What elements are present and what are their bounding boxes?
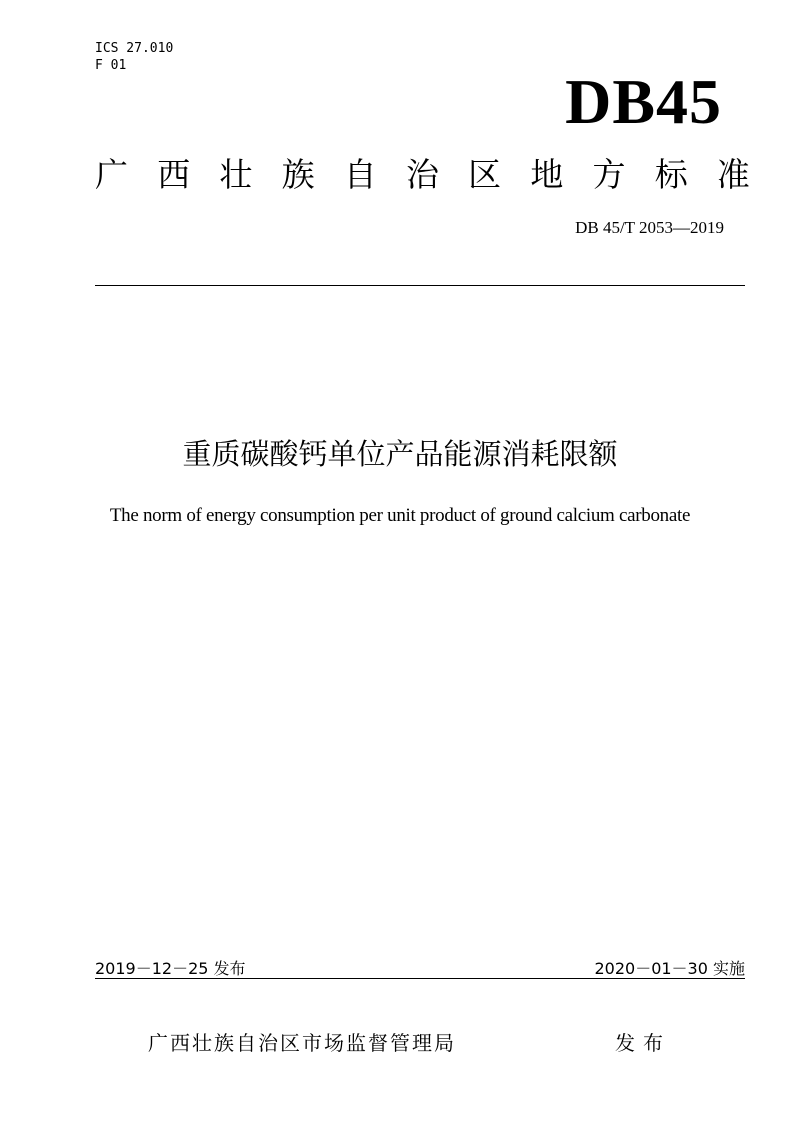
heading-char: 治 bbox=[405, 155, 439, 194]
ccs-code: F 01 bbox=[95, 58, 127, 73]
issue-date: 2019－12－25 发布 bbox=[95, 959, 246, 978]
standard-logo: DB45 bbox=[565, 66, 722, 137]
title-english: The norm of energy consumption per unit product of ground calcium carbonate bbox=[109, 505, 691, 526]
title-chinese: 重质碳酸钙单位产品能源消耗限额 bbox=[182, 437, 618, 471]
heading-char: 地 bbox=[530, 155, 564, 194]
heading-char: 西 bbox=[157, 155, 191, 194]
heading-char: 壮 bbox=[219, 155, 253, 194]
standard-code: DB 45/T 2053—2019 bbox=[575, 218, 724, 237]
heading-char: 广 bbox=[95, 155, 128, 194]
ics-code: ICS 27.010 bbox=[95, 41, 174, 56]
heading-char: 区 bbox=[468, 155, 502, 194]
bottom-divider bbox=[95, 978, 745, 979]
heading-char: 族 bbox=[281, 155, 315, 194]
publisher-name: 广西壮族自治区市场监督管理局 bbox=[148, 1031, 456, 1055]
implementation-date: 2020－01－30 实施 bbox=[594, 959, 745, 978]
classification-block bbox=[95, 40, 173, 74]
standard-type-heading bbox=[95, 150, 750, 200]
heading-char: 自 bbox=[343, 155, 377, 194]
publish-label: 发布 bbox=[615, 1031, 671, 1055]
top-divider bbox=[95, 285, 745, 286]
heading-char: 准 bbox=[716, 155, 750, 194]
heading-char: 方 bbox=[592, 155, 626, 194]
heading-char: 标 bbox=[654, 155, 688, 194]
